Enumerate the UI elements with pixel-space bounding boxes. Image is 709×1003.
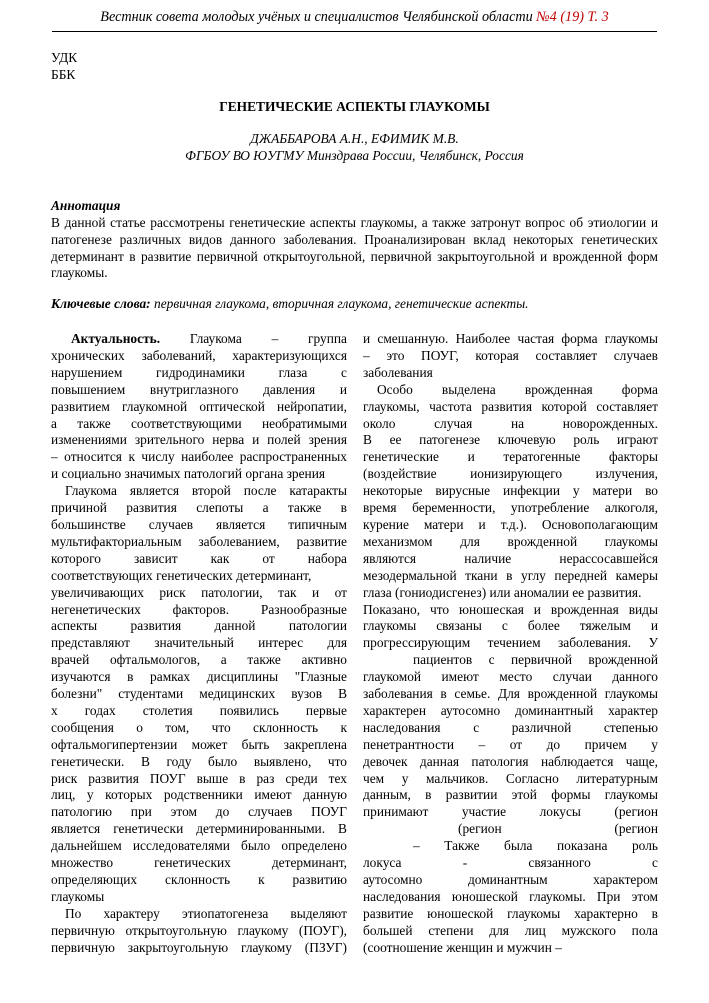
text-line: глаукомы — [51, 888, 105, 904]
text-line: определяющих склонность к развитию — [51, 872, 347, 887]
text-line: Глаукома является второй после катаракты — [65, 483, 347, 499]
udk-label: УДК — [51, 50, 78, 65]
text-line: (соотношение женщин и мужчин – — [363, 939, 562, 955]
text-line: является генетически детерминированными. В — [51, 821, 347, 837]
text-line: механизмом для врожденной глаукомы — [363, 533, 658, 549]
journal-header — [0, 9, 709, 26]
text-line: мезодермальной ткани в углу передней камеры — [363, 567, 658, 583]
text-line: пенетрантности – от до причем у — [363, 736, 658, 752]
text-line: заболевания — [363, 364, 433, 380]
author-block — [0, 130, 709, 164]
text-line: нарушением гидродинамики глаза с — [51, 364, 347, 380]
text-line: большинстве случаев является типичным — [51, 516, 347, 532]
issue-number: №4 (19) Т. 3 — [536, 9, 609, 25]
text-line: заболевания в семье. Для врожденной глаукомы — [363, 686, 658, 702]
author-affiliation: ФГБОУ ВО ЮУГМУ Минздрава России, Челябинск, Россия — [185, 148, 524, 163]
header-divider — [52, 31, 657, 32]
text-line: – Также была показана роль — [413, 838, 658, 854]
text-line: Особо выделена врожденная форма — [377, 381, 658, 397]
text-line: хронических заболеваний, характеризующихся — [51, 347, 347, 363]
text-line: большей степени для лиц мужского пола — [363, 922, 658, 938]
text-line: характерен аутосомно доминантный характер — [363, 702, 658, 718]
text-line: девочек данная патология наблюдается чаще, — [363, 753, 658, 769]
text-line: соответствующих генетических детерминант, — [51, 567, 312, 583]
text-line: являются наличие нерассосавшейся — [363, 550, 658, 566]
text-line: развитие юношеской глаукомы характерно в — [363, 905, 658, 921]
keywords-label: Ключевые слова: — [51, 296, 151, 311]
text-line: аутосомно доминантным характером — [363, 872, 658, 887]
classification-codes — [51, 49, 77, 83]
text-line: риск развития ПОУГ выше в раз среди тех — [51, 770, 347, 786]
text-line: мультифакториальным заболеванием, развитие — [51, 533, 347, 549]
text-line: По характеру этиопатогенеза выделяют — [65, 905, 347, 921]
text-fragment: Глаукома – группа — [189, 331, 347, 346]
relevance-label: Актуальность. — [71, 331, 161, 346]
text-line: представляют значительный интерес для — [51, 635, 347, 651]
text-line: изменениями зрительного нерва и полей зрения — [51, 432, 347, 448]
text-line: локуса - связанного с — [363, 855, 658, 871]
text-line: множество генетических детерминант, — [51, 855, 347, 871]
abstract-heading: Аннотация — [51, 198, 121, 213]
text-line: повышением внутриглазного давления и — [51, 381, 347, 397]
text-line: курение матери и т.д.). Основополагающим — [363, 516, 658, 532]
text-line — [51, 331, 347, 348]
text-line: – относится к числу наиболее распространенных — [51, 449, 347, 465]
text-line: Показано, что юношеская и врожденная виды — [363, 601, 658, 617]
text-line: и социально значимых патологий органа зрения — [51, 466, 326, 482]
text-line: причиной развития слепоты а также в — [51, 500, 347, 516]
article-title: ГЕНЕТИЧЕСКИЕ АСПЕКТЫ ГЛАУКОМЫ — [219, 99, 490, 114]
text-line: болезни" студентами медицинских вузов В — [51, 686, 347, 702]
journal-name: Вестник совета молодых учёных и специалистов Челябинской области — [100, 9, 537, 25]
text-line: дальнейшем исследователями было определено — [51, 838, 347, 854]
text-line: данным, в развитии этой формы глаукомы — [363, 787, 658, 803]
text-line: первичную закрытоугольную глаукому (ПЗУГ) — [51, 939, 347, 955]
text-line: первичную открытоугольную глаукому (ПОУГ), — [51, 922, 347, 938]
text-line: развитием глаукомной оптической нейропатии, — [51, 398, 347, 414]
text-line: изучаются в рамках дисциплины "Глазные — [51, 669, 347, 685]
text-line: генетические и тератогенные факторы — [363, 449, 658, 465]
author-names: ДЖАББАРОВА А.Н., ЕФИМИК М.В. — [250, 131, 459, 146]
text-line: глаукомы связаны с более тяжелым и — [363, 618, 658, 634]
text-line: аспекты развития данной патологии — [51, 618, 347, 634]
text-line: а также соответствующими необратимыми — [51, 415, 347, 431]
text-line: глаукомы, частота развития которой составляет — [363, 398, 658, 414]
text-line: пациентов с первичной врожденной — [413, 652, 658, 668]
text-line: х годах столетия появились первые — [51, 702, 347, 718]
text-line: время беременности, употребление алкоголя, — [363, 500, 658, 516]
text-line: генетически. В году было выявлено, что — [51, 753, 347, 769]
text-line: некоторые вирусные инфекции у матери во — [363, 483, 658, 499]
text-line: патологию при этом до случаев ПОУГ — [51, 804, 347, 820]
text-line: наследования с различной степенью — [363, 719, 658, 735]
text-line: увеличивающих риск патологии, так и от — [51, 584, 347, 600]
text-line: врачей офтальмологов, а также активно — [51, 652, 347, 668]
body-column-right — [363, 331, 658, 957]
text-line: которого зависит как от набора — [51, 550, 347, 566]
text-line: – это ПОУГ, которая составляет случаев — [363, 347, 658, 363]
text-line: прогрессирующим течением заболевания. У — [363, 635, 658, 651]
text-line: около случая на новорожденных. — [363, 415, 658, 431]
text-line: негенетических факторов. Разнообразные — [51, 601, 347, 617]
text-line: В ее патогенезе ключевую роль играют — [363, 432, 658, 448]
running-header — [0, 0, 709, 32]
keywords-line — [51, 296, 529, 312]
text-line: лиц, у которых родственники имеют данную — [51, 787, 347, 803]
text-line: офтальмогипертензии может быть закреплена — [51, 736, 347, 752]
keywords-text: первичная глаукома, вторичная глаукома, генетические аспекты. — [150, 296, 529, 311]
abstract-text: В данной статье рассмотрены генетические аспекты глаукомы, а также затронут вопрос об этиологии и патогенезе различных видов данного заболевания. Проанализирован вклад некоторых генетических детерминант в развитие первичной открытоугольной, первичной закрытоугольной и врожденной форм глаукомы. — [51, 215, 658, 281]
text-line: и смешанную. Наиболее частая форма глаукомы — [363, 331, 658, 346]
text-line: (воздействие ионизирующего излучения, — [363, 466, 658, 482]
bbk-label: ББК — [51, 67, 76, 82]
text-line: (регион (регион — [458, 821, 658, 837]
text-line: глаукомой имеют место случаи данного — [363, 669, 658, 685]
text-line: наследования юношеской глаукомы. При этом — [363, 888, 658, 904]
text-line: сообщения о том, что склонность к — [51, 719, 347, 735]
text-line: принимают участие локусы (регион — [363, 804, 658, 820]
body-column-left — [51, 331, 347, 957]
text-line: глаза (гониодисгенез) или аномалии ее развития. — [363, 584, 642, 600]
text-line: чем у мальчиков. Согласно литературным — [363, 770, 658, 786]
